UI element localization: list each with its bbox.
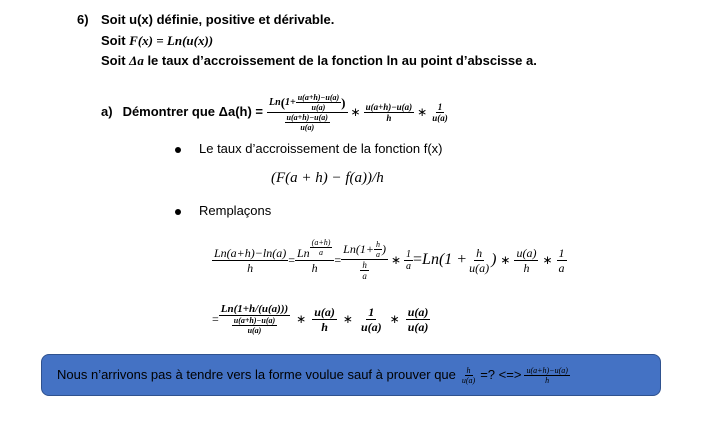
paren-open: (	[280, 94, 286, 110]
eq1-term-4	[404, 249, 413, 272]
line-delta-definition	[101, 53, 537, 69]
a-den: a	[375, 249, 380, 259]
eq2-term-1-num: Ln(1+h/(u(a)))	[220, 303, 289, 315]
eq1-term-6	[514, 246, 538, 275]
bullet-dot	[175, 147, 181, 153]
times-sign: ∗	[296, 312, 307, 326]
eq1-term-6-num: u(a)	[516, 245, 537, 260]
ln-text: Ln(1 +	[422, 251, 468, 268]
formula-F: F(x) = Ln(u(x))	[129, 33, 214, 48]
eq1-term-4-den: a	[406, 260, 412, 272]
inner-numerator: u(a+h)−u(a)	[297, 92, 340, 102]
eq2-term-2	[312, 305, 337, 334]
times-sign: ∗	[389, 312, 400, 326]
fraction-2-num: u(a+h)−u(a)	[365, 101, 413, 112]
fraction-3-den: u(a)	[432, 112, 448, 123]
callout-fraction-2-num: u(a+h)−u(a)	[526, 365, 568, 375]
ln-text: Ln	[269, 96, 281, 108]
inner-fraction	[296, 93, 341, 112]
equation-line-1	[212, 232, 567, 288]
callout-fraction-1	[460, 366, 477, 385]
inner-denominator: u(a)	[311, 102, 326, 112]
callout-text: Nous n’arrivons pas à tendre vers la forme voulue sauf à prouver que	[57, 367, 456, 382]
times-sign: ∗	[500, 253, 511, 267]
soit-label: Soit	[101, 33, 130, 48]
eq2-term-3-num: 1	[368, 304, 375, 319]
eq1-term-2-num	[295, 238, 334, 261]
question-number: 6)	[77, 12, 89, 27]
h-num: h	[476, 245, 483, 260]
callout-box	[41, 354, 661, 396]
ln-text: Ln	[296, 245, 310, 260]
eq1-term-7	[557, 246, 567, 275]
eq1-term-2	[295, 238, 334, 275]
eq2-term-3-den: u(a)	[360, 319, 382, 334]
eq2-term-1-den	[230, 316, 279, 335]
eq1-term-1-den: h	[247, 260, 254, 275]
eq2-term-2-den: h	[321, 319, 328, 334]
h-num: h	[362, 259, 367, 270]
one-plus: 1+	[285, 96, 296, 108]
delta-description: le taux d’accroissement de la fonction ln au point d’abscisse a.	[143, 53, 537, 68]
callout-equivalence: =? <=>	[480, 367, 522, 382]
sup-den: a	[319, 248, 324, 257]
part-a-label: a)	[101, 104, 113, 119]
times-sign: ∗	[342, 312, 353, 326]
main-fraction	[267, 93, 347, 132]
delta-symbol: Δa	[129, 53, 144, 68]
bullet-2-text: Remplaçons	[199, 203, 272, 218]
eq2-term-4-den: u(a)	[407, 319, 429, 334]
eq2-term-1	[219, 303, 290, 335]
times-sign: ∗	[390, 253, 402, 267]
fraction-2-den: h	[386, 112, 392, 123]
callout-fraction-2	[524, 366, 569, 385]
eq1-term-3	[341, 240, 388, 281]
callout-fraction-2-den: h	[545, 375, 550, 385]
sup-num: (a+h)	[311, 238, 331, 247]
paren-close: )	[491, 251, 497, 268]
eq2-term-4	[406, 305, 431, 334]
ua-den: u(a)	[469, 260, 490, 275]
bullet-dot	[175, 209, 181, 215]
fraction-3-num: 1	[437, 101, 443, 112]
soit-label: Soit	[101, 53, 130, 68]
times-sign: ∗	[542, 253, 553, 267]
main-fraction-denominator	[283, 113, 332, 132]
equals-sign: =	[413, 251, 423, 268]
line-F-definition	[101, 33, 213, 49]
eq2-term-2-num: u(a)	[314, 304, 335, 319]
main-fraction-numerator	[267, 93, 347, 113]
eq1-superscript-fraction	[310, 238, 333, 257]
h-num: h	[375, 239, 380, 249]
callout-content	[57, 355, 570, 395]
eq1-term-1	[212, 246, 288, 275]
equals-sign: =	[212, 312, 219, 326]
eq1-term-6-den: h	[523, 260, 530, 275]
equals-sign: =	[288, 253, 295, 267]
eq1-term-7-num: 1	[558, 245, 565, 260]
bullet-1-text: Le taux d’accroissement de la fonction f(x)	[199, 141, 443, 156]
callout-fraction-1-den: u(a)	[461, 375, 476, 385]
eq1-term-4-num: 1	[406, 248, 412, 260]
eq1-term-3-num	[341, 240, 388, 260]
eq1-term-1-num: Ln(a+h)−ln(a)	[214, 245, 287, 260]
callout-fraction-1-num: h	[466, 365, 471, 375]
h-over-a	[374, 240, 382, 259]
rate-formula: (F(a + h) − f(a))/h	[271, 170, 384, 186]
eq2-term-3	[359, 305, 384, 334]
paren-close: )	[381, 242, 386, 256]
den-num: u(a+h)−u(a)	[233, 316, 276, 325]
fraction-3	[430, 102, 450, 123]
part-a-text: Démontrer que Δa(h) =	[122, 104, 264, 119]
times-sign: ∗	[417, 105, 428, 119]
h-over-ua	[467, 246, 491, 275]
den-numerator: u(a+h)−u(a)	[286, 112, 328, 122]
den-denominator: u(a)	[300, 122, 315, 132]
equals-sign: =	[334, 253, 342, 267]
line-definition: Soit u(x) définie, positive et dérivable.	[101, 12, 335, 27]
fraction-2	[364, 102, 415, 123]
a-den: a	[362, 270, 367, 281]
part-a-statement	[101, 92, 450, 132]
eq1-term-7-den: a	[558, 260, 565, 275]
eq1-term-2-den: h	[311, 260, 318, 275]
eq2-term-4-num: u(a)	[407, 304, 429, 319]
times-sign: ∗	[350, 105, 361, 119]
equation-line-2	[212, 294, 430, 344]
den-den: u(a)	[247, 326, 262, 335]
paren-close: )	[341, 94, 346, 110]
eq1-term-3-den	[358, 260, 371, 281]
ln-text: Ln(1+	[343, 242, 374, 256]
